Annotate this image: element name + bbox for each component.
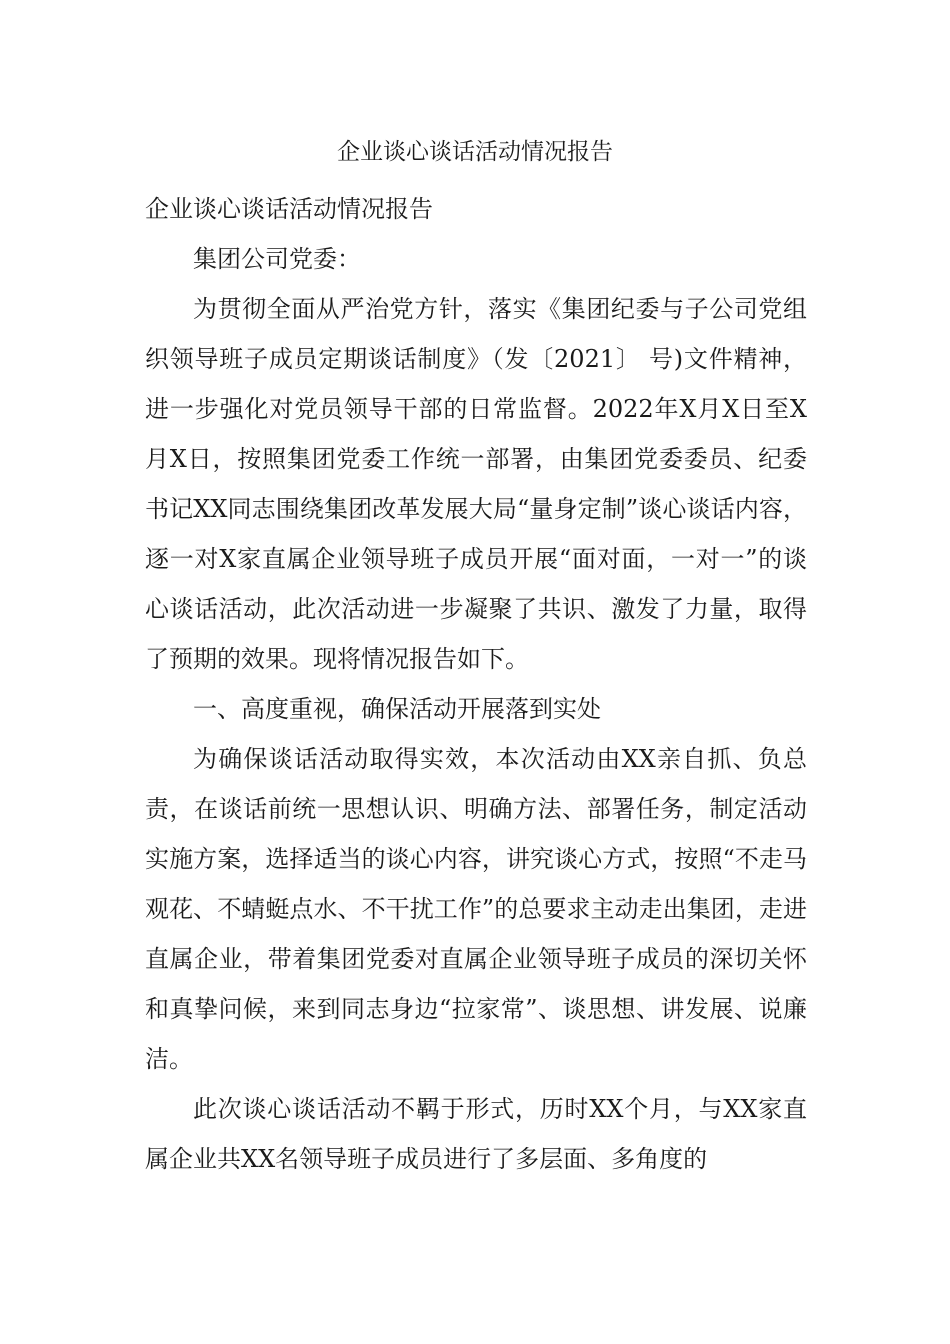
intro-paragraph: 为贯彻全面从严治党方针，落实《集团纪委与子公司党组织领导班子成员定期谈话制度》（发〔2021〕 号)文件精神，进一步强化对党员领导干部的日常监督。2022年X月X日至X月X日，按照集团党委工作统一部署，由集团党委委员、纪委书记XX同志围绕集团改革发展大局“量身定制”谈心谈话内容，逐一对X家直属企业领导班子成员开展“面对面，一对一”的谈心谈话活动，此次活动进一步凝聚了共识、激发了力量，取得了预期的效果。现将情况报告如下。 <box>145 295 807 673</box>
body-paragraph: 此次谈心谈话活动不羁于形式，历时XX个月，与XX家直属企业共XX名领导班子成员进行了多层面、多角度的 <box>145 1095 807 1173</box>
document-title: 企业谈心谈话活动情况报告 <box>337 139 613 165</box>
document-body <box>145 184 807 1184</box>
body-paragraph: 为确保谈话活动取得实效，本次活动由XX亲自抓、负总责，在谈话前统一思想认识、明确方法、部署任务，制定活动实施方案，选择适当的谈心内容，讲究谈心方式，按照“不走马观花、不蜻蜓点水、不干扰工作”的总要求主动走出集团，走进直属企业，带着集团党委对直属企业领导班子成员的深切关怀和真挚问候，来到同志身边“拉家常”、谈思想、讲发展、说廉洁。 <box>145 745 807 1073</box>
section-heading: 一、高度重视，确保活动开展落到实处 <box>193 695 601 723</box>
subtitle-paragraph: 企业谈心谈话活动情况报告 <box>145 195 433 223</box>
salutation-paragraph: 集团公司党委： <box>193 245 361 273</box>
